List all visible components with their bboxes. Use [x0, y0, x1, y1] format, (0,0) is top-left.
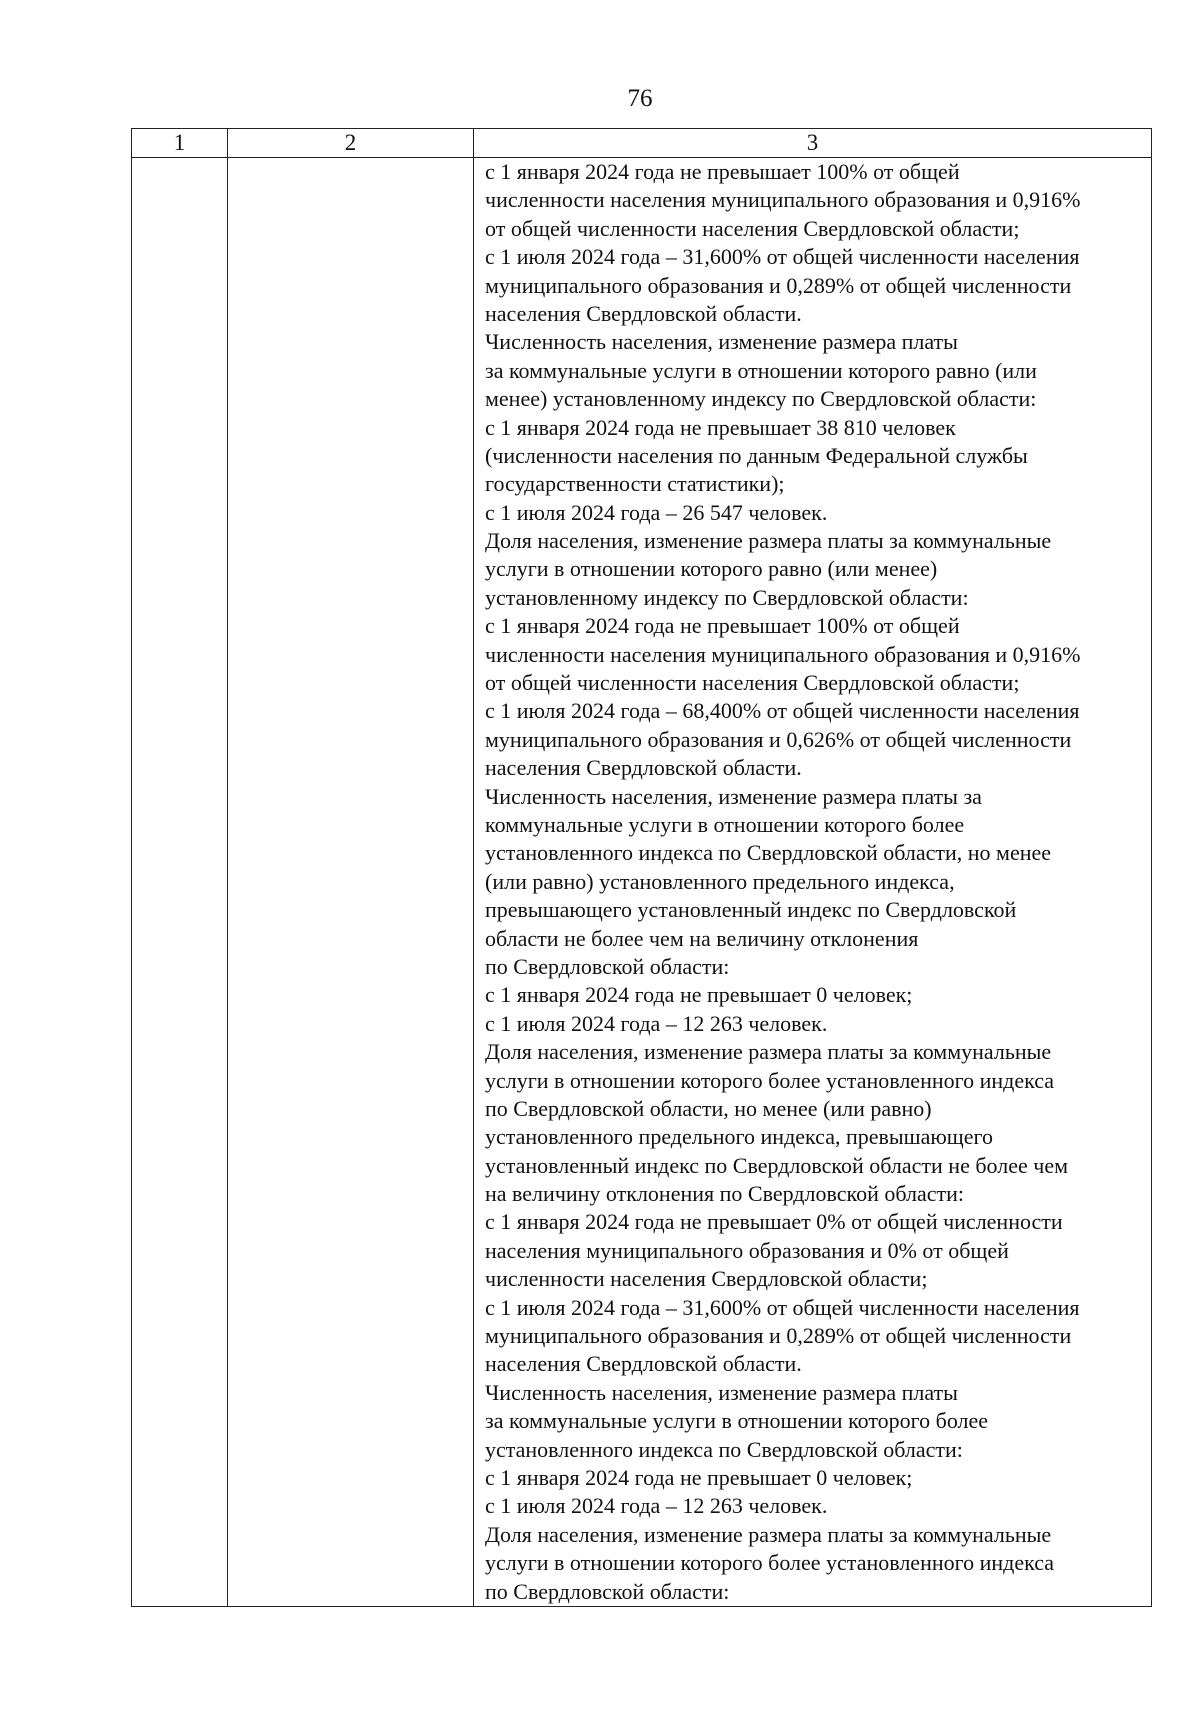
text-line: установленного предельного индекса, превышающего	[485, 1124, 993, 1150]
text-line: с 1 июля 2024 года – 26 547 человек.	[485, 499, 828, 525]
text-line: с 1 января 2024 года не превышает 0 человек;	[485, 1464, 913, 1490]
text-line: с 1 июля 2024 года – 12 263 человек.	[485, 1493, 828, 1519]
text-line: с 1 января 2024 года не превышает 38 810 человек	[485, 414, 956, 440]
text-line: муниципального образования и 0,289% от общей численности	[485, 272, 1072, 298]
text-line: с 1 января 2024 года не превышает 100% от общей	[485, 159, 960, 184]
column-header-2: 2	[228, 129, 474, 158]
text-line: Численность населения, изменение размера платы	[485, 1379, 958, 1405]
text-line: населения Свердловской области.	[485, 300, 802, 326]
text-line: численности населения муниципального образования и 0,916%	[485, 187, 1081, 213]
text-line: с 1 января 2024 года не превышает 0 человек;	[485, 982, 913, 1008]
column-header-3: 3	[474, 129, 1152, 158]
text-line: с 1 июля 2024 года – 68,400% от общей численности населения	[485, 698, 1080, 724]
text-line: от общей численности населения Свердловской области;	[485, 670, 1020, 696]
text-line: области не более чем на величину отклонения	[485, 925, 919, 951]
cell-column-1	[132, 158, 228, 1607]
text-line: на величину отклонения по Свердловской области:	[485, 1181, 964, 1207]
table-content-row	[132, 158, 1152, 1607]
text-line: коммунальные услуги в отношении которого более	[485, 811, 965, 837]
text-line: (или равно) установленного предельного индекса,	[485, 868, 955, 894]
text-line: по Свердловской области:	[485, 1578, 730, 1604]
cell-column-2	[228, 158, 474, 1607]
text-line: установленный индекс по Свердловской области не более чем	[485, 1152, 1068, 1178]
text-line: с 1 июля 2024 года – 31,600% от общей численности населения	[485, 1294, 1080, 1320]
text-line: населения Свердловской области.	[485, 1351, 802, 1377]
text-line: численности населения муниципального образования и 0,916%	[485, 641, 1081, 667]
text-line: населения Свердловской области.	[485, 755, 802, 781]
text-line: Доля населения, изменение размера платы за коммунальные	[485, 528, 1052, 554]
text-line: Численность населения, изменение размера платы за	[485, 783, 982, 809]
text-line: установленного индекса по Свердловской области:	[485, 1436, 963, 1462]
text-line: превышающего установленный индекс по Свердловской	[485, 897, 1017, 923]
text-line: за коммунальные услуги в отношении которого более	[485, 1408, 989, 1434]
text-line: менее) установленному индексу по Свердловской области:	[485, 386, 1037, 412]
text-line: за коммунальные услуги в отношении которого равно (или	[485, 357, 1037, 383]
text-line: услуги в отношении которого более установленного индекса	[485, 1067, 1055, 1093]
text-line: государственности статистики);	[485, 471, 785, 497]
text-line: (численности населения по данным Федеральной службы	[485, 442, 1028, 468]
text-line: муниципального образования и 0,626% от общей численности	[485, 726, 1072, 752]
text-line: установленного индекса по Свердловской области, но менее	[485, 840, 1052, 866]
text-line: по Свердловской области, но менее (или равно)	[485, 1095, 932, 1121]
text-line: Доля населения, изменение размера платы за коммунальные	[485, 1039, 1052, 1065]
text-line: Численность населения, изменение размера платы	[485, 329, 958, 355]
text-line: численности населения Свердловской области;	[485, 1266, 928, 1292]
text-line: с 1 января 2024 года не превышает 0% от общей численности	[485, 1209, 1063, 1235]
table-header-row	[132, 129, 1152, 158]
text-line: установленному индексу по Свердловской области:	[485, 584, 969, 610]
text-line: услуги в отношении которого равно (или менее)	[485, 556, 938, 582]
text-line: населения муниципального образования и 0% от общей	[485, 1237, 1009, 1263]
text-line: с 1 января 2024 года не превышает 100% от общей	[485, 613, 960, 639]
text-line: муниципального образования и 0,289% от общей численности	[485, 1323, 1072, 1349]
text-line: с 1 июля 2024 года – 31,600% от общей численности населения	[485, 244, 1080, 270]
text-line: Доля населения, изменение размера платы за коммунальные	[485, 1521, 1052, 1547]
column-3-text	[474, 158, 1151, 1606]
text-line: с 1 июля 2024 года – 12 263 человек.	[485, 1010, 828, 1036]
document-table	[131, 128, 1152, 1607]
text-line: по Свердловской области:	[485, 953, 730, 979]
text-line: услуги в отношении которого более установленного индекса	[485, 1550, 1055, 1576]
page-number: 76	[627, 85, 653, 112]
cell-column-3	[474, 158, 1152, 1607]
text-line: от общей численности населения Свердловской области;	[485, 215, 1020, 241]
column-header-1: 1	[132, 129, 228, 158]
